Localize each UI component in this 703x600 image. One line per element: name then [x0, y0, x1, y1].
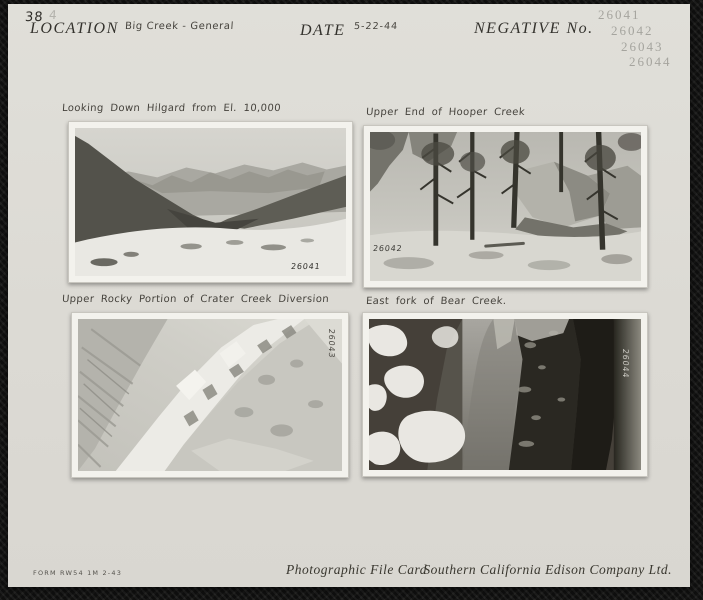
- date-label: DATE: [300, 22, 346, 39]
- location-value: Big Creek - General: [124, 21, 235, 32]
- page-number: 38: [24, 10, 45, 25]
- negative-stamp: 26044: [629, 54, 672, 69]
- photographic-file-card: [8, 4, 690, 587]
- photo-caption: Upper End of Hooper Creek: [365, 107, 526, 118]
- date-value: 5-22-44: [353, 21, 399, 32]
- negative-stamp: 26041: [598, 7, 641, 22]
- photo-negative-number: 26044: [620, 348, 630, 379]
- photo-negative-number: 26043: [326, 328, 336, 359]
- photo-image-crater-creek: [78, 319, 342, 471]
- photo-caption: Looking Down Hilgard from El. 10,000: [61, 103, 282, 114]
- photo-print-hilgard: [68, 121, 353, 283]
- faint-stamp-digit: 4: [48, 8, 58, 22]
- card-type-label: Photographic File Card: [286, 562, 427, 577]
- negative-stamp: 26042: [611, 23, 654, 38]
- negative-number-label: NEGATIVE No.: [474, 20, 594, 37]
- photo-print-bear-creek: [362, 312, 648, 477]
- photo-negative-number: 26041: [290, 262, 321, 271]
- company-name: Southern California Edison Company Ltd.: [423, 562, 672, 577]
- photo-negative-number: 26042: [372, 244, 403, 253]
- photo-image-hilgard: [75, 128, 346, 276]
- photo-image-hooper-creek: [370, 132, 641, 281]
- photo-caption: East fork of Bear Creek.: [365, 296, 507, 307]
- form-number: FORM RW54 1M 2-43: [33, 569, 123, 577]
- photo-image-bear-creek: [369, 319, 641, 470]
- photo-print-hooper-creek: [363, 125, 648, 288]
- photo-caption: Upper Rocky Portion of Crater Creek Diversion: [61, 294, 330, 305]
- location-label: LOCATION: [30, 20, 119, 37]
- negative-stamp: 26043: [621, 39, 664, 54]
- photo-print-crater-creek: [71, 312, 349, 478]
